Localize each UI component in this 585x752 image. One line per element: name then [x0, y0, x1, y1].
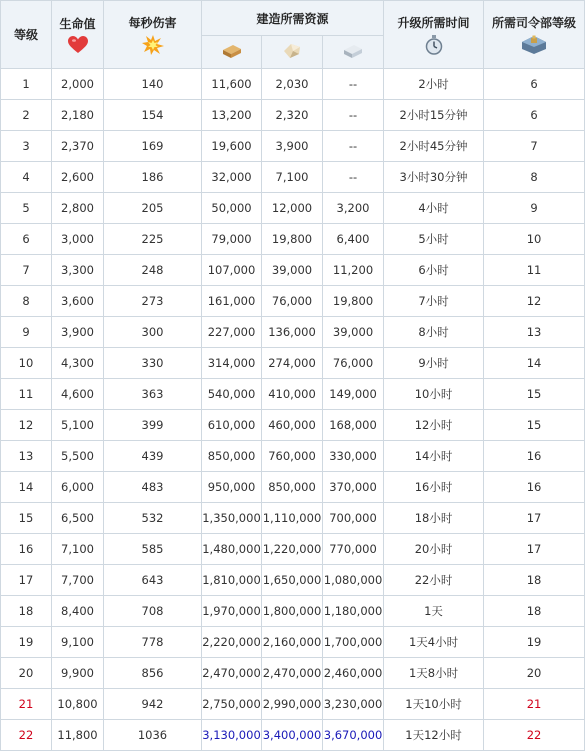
hq-level-header: 所需司令部等级 — [484, 1, 585, 69]
resource-1-cell: 19,600 — [202, 131, 262, 162]
resource-1-cell: 1,480,000 — [202, 534, 262, 565]
table-row — [1, 69, 585, 100]
hq-level-cell: 18 — [484, 565, 585, 596]
resource-3-cell: 2,460,000 — [323, 658, 384, 689]
hp-cell: 4,600 — [52, 379, 104, 410]
table-row — [1, 565, 585, 596]
upgrade-time-cell: 12小时 — [384, 410, 484, 441]
table-row — [1, 224, 585, 255]
resource-3-cell: 39,000 — [323, 317, 384, 348]
dps-cell: 778 — [104, 627, 202, 658]
resource-3-cell: 370,000 — [323, 472, 384, 503]
resource-3-cell: 1,080,000 — [323, 565, 384, 596]
upgrade-time-cell: 1天10小时 — [384, 689, 484, 720]
table-row — [1, 255, 585, 286]
upgrade-time-cell: 5小时 — [384, 224, 484, 255]
hp-cell: 11,800 — [52, 720, 104, 751]
resource-3-cell: 19,800 — [323, 286, 384, 317]
resource-2-header — [262, 36, 323, 69]
resource-1-cell: 1,350,000 — [202, 503, 262, 534]
dps-cell: 169 — [104, 131, 202, 162]
resource-2-cell: 1,110,000 — [262, 503, 323, 534]
resource-2-cell: 1,800,000 — [262, 596, 323, 627]
level-cell: 7 — [1, 255, 52, 286]
table-body — [1, 69, 585, 751]
resource-1-cell: 2,220,000 — [202, 627, 262, 658]
level-cell: 18 — [1, 596, 52, 627]
upgrade-time-cell: 7小时 — [384, 286, 484, 317]
headquarters-icon — [521, 35, 547, 55]
upgrade-time-header: 升级所需时间 — [384, 1, 484, 69]
hp-cell: 2,600 — [52, 162, 104, 193]
table-row — [1, 534, 585, 565]
upgrade-time-cell: 1天 — [384, 596, 484, 627]
table-row — [1, 441, 585, 472]
dps-cell: 856 — [104, 658, 202, 689]
resource-1-cell: 314,000 — [202, 348, 262, 379]
hp-cell: 10,800 — [52, 689, 104, 720]
resource-2-cell: 460,000 — [262, 410, 323, 441]
resource-2-cell: 2,990,000 — [262, 689, 323, 720]
level-cell: 9 — [1, 317, 52, 348]
resource-2-cell: 136,000 — [262, 317, 323, 348]
hp-cell: 9,900 — [52, 658, 104, 689]
resource-3-cell: 6,400 — [323, 224, 384, 255]
table-row — [1, 658, 585, 689]
level-cell: 21 — [1, 689, 52, 720]
hq-level-cell: 6 — [484, 69, 585, 100]
resource-2-cell: 2,030 — [262, 69, 323, 100]
hq-level-cell: 16 — [484, 472, 585, 503]
resource-1-cell: 2,470,000 — [202, 658, 262, 689]
table-row — [1, 131, 585, 162]
dps-cell: 1036 — [104, 720, 202, 751]
upgrade-time-cell: 1天8小时 — [384, 658, 484, 689]
hp-cell: 3,000 — [52, 224, 104, 255]
resource-2-cell: 19,800 — [262, 224, 323, 255]
dps-cell: 205 — [104, 193, 202, 224]
resource-1-cell: 50,000 — [202, 193, 262, 224]
hp-cell: 7,700 — [52, 565, 104, 596]
level-cell: 17 — [1, 565, 52, 596]
resource-1-cell: 1,810,000 — [202, 565, 262, 596]
upgrade-time-cell: 1天4小时 — [384, 627, 484, 658]
level-cell: 16 — [1, 534, 52, 565]
dps-cell: 942 — [104, 689, 202, 720]
resource-1-header — [202, 36, 262, 69]
upgrade-time-cell: 22小时 — [384, 565, 484, 596]
hq-level-cell: 13 — [484, 317, 585, 348]
header-row — [1, 1, 585, 36]
table-row — [1, 379, 585, 410]
resource-2-cell: 1,650,000 — [262, 565, 323, 596]
upgrade-time-cell: 20小时 — [384, 534, 484, 565]
upgrade-time-cell: 1天12小时 — [384, 720, 484, 751]
hq-level-cell: 10 — [484, 224, 585, 255]
hq-level-cell: 17 — [484, 503, 585, 534]
upgrade-time-cell: 2小时45分钟 — [384, 131, 484, 162]
dps-cell: 300 — [104, 317, 202, 348]
level-cell: 1 — [1, 69, 52, 100]
dps-cell: 330 — [104, 348, 202, 379]
resource-3-cell: 700,000 — [323, 503, 384, 534]
hq-level-cell: 14 — [484, 348, 585, 379]
hq-level-cell: 11 — [484, 255, 585, 286]
level-cell: 4 — [1, 162, 52, 193]
resource-1-cell: 850,000 — [202, 441, 262, 472]
table-row — [1, 627, 585, 658]
hp-cell: 4,300 — [52, 348, 104, 379]
table-row — [1, 472, 585, 503]
level-cell: 8 — [1, 286, 52, 317]
resource-2-cell: 7,100 — [262, 162, 323, 193]
upgrade-time-cell: 4小时 — [384, 193, 484, 224]
resource-2-cell: 12,000 — [262, 193, 323, 224]
upgrade-time-cell: 9小时 — [384, 348, 484, 379]
upgrade-time-cell: 8小时 — [384, 317, 484, 348]
resource-3-cell: 11,200 — [323, 255, 384, 286]
level-cell: 11 — [1, 379, 52, 410]
resource-1-cell: 107,000 — [202, 255, 262, 286]
table-row — [1, 689, 585, 720]
hp-cell: 6,500 — [52, 503, 104, 534]
resource-3-cell: 1,180,000 — [323, 596, 384, 627]
dps-cell: 585 — [104, 534, 202, 565]
level-cell: 14 — [1, 472, 52, 503]
level-cell: 22 — [1, 720, 52, 751]
dps-cell: 439 — [104, 441, 202, 472]
hp-cell: 2,800 — [52, 193, 104, 224]
resource-2-cell: 76,000 — [262, 286, 323, 317]
iron-icon — [342, 42, 364, 60]
dps-cell: 154 — [104, 100, 202, 131]
resource-3-cell: 1,700,000 — [323, 627, 384, 658]
table-row — [1, 317, 585, 348]
level-cell: 3 — [1, 131, 52, 162]
resource-3-cell: 76,000 — [323, 348, 384, 379]
table-row — [1, 100, 585, 131]
resource-1-cell: 227,000 — [202, 317, 262, 348]
hq-level-cell: 16 — [484, 441, 585, 472]
resource-3-cell: 168,000 — [323, 410, 384, 441]
resource-2-cell: 410,000 — [262, 379, 323, 410]
hq-level-cell: 8 — [484, 162, 585, 193]
resource-1-cell: 540,000 — [202, 379, 262, 410]
resource-3-cell: 770,000 — [323, 534, 384, 565]
hp-cell: 6,000 — [52, 472, 104, 503]
table-row — [1, 503, 585, 534]
dps-header: 每秒伤害 — [104, 1, 202, 69]
table-row — [1, 348, 585, 379]
level-header: 等级 — [1, 1, 52, 69]
level-cell: 10 — [1, 348, 52, 379]
resource-1-cell: 32,000 — [202, 162, 262, 193]
explosion-icon — [142, 35, 164, 55]
resource-3-cell: 149,000 — [323, 379, 384, 410]
hq-level-cell: 22 — [484, 720, 585, 751]
hp-cell: 5,100 — [52, 410, 104, 441]
level-cell: 20 — [1, 658, 52, 689]
level-cell: 19 — [1, 627, 52, 658]
dps-cell: 225 — [104, 224, 202, 255]
resource-2-cell: 760,000 — [262, 441, 323, 472]
upgrade-time-cell: 16小时 — [384, 472, 484, 503]
hq-level-cell: 18 — [484, 596, 585, 627]
hp-cell: 2,370 — [52, 131, 104, 162]
resource-1-cell: 79,000 — [202, 224, 262, 255]
resource-2-cell: 1,220,000 — [262, 534, 323, 565]
level-cell: 6 — [1, 224, 52, 255]
resource-2-cell: 3,400,000 — [262, 720, 323, 751]
level-cell: 5 — [1, 193, 52, 224]
upgrade-time-cell: 2小时15分钟 — [384, 100, 484, 131]
hq-level-cell: 6 — [484, 100, 585, 131]
table-row — [1, 596, 585, 627]
upgrade-time-cell: 18小时 — [384, 503, 484, 534]
resource-1-cell: 1,970,000 — [202, 596, 262, 627]
resource-1-cell: 13,200 — [202, 100, 262, 131]
table-row — [1, 193, 585, 224]
resource-3-cell: 330,000 — [323, 441, 384, 472]
dps-cell: 399 — [104, 410, 202, 441]
hp-cell: 9,100 — [52, 627, 104, 658]
resource-2-cell: 274,000 — [262, 348, 323, 379]
hq-level-cell: 7 — [484, 131, 585, 162]
hp-header: 生命值 — [52, 1, 104, 69]
hp-cell: 3,900 — [52, 317, 104, 348]
upgrade-time-cell: 3小时30分钟 — [384, 162, 484, 193]
level-cell: 12 — [1, 410, 52, 441]
hq-level-cell: 17 — [484, 534, 585, 565]
resource-2-cell: 2,470,000 — [262, 658, 323, 689]
resource-3-cell: -- — [323, 162, 384, 193]
resource-3-header — [323, 36, 384, 69]
table-row — [1, 410, 585, 441]
dps-cell: 273 — [104, 286, 202, 317]
hq-level-cell: 15 — [484, 410, 585, 441]
dps-cell: 248 — [104, 255, 202, 286]
resource-2-cell: 3,900 — [262, 131, 323, 162]
resources-header: 建造所需资源 — [202, 1, 384, 36]
stopwatch-icon — [425, 35, 443, 55]
wood-icon — [221, 42, 243, 60]
hp-cell: 2,000 — [52, 69, 104, 100]
hq-level-cell: 19 — [484, 627, 585, 658]
resource-2-cell: 850,000 — [262, 472, 323, 503]
hq-level-cell: 21 — [484, 689, 585, 720]
resource-1-cell: 161,000 — [202, 286, 262, 317]
upgrade-time-cell: 6小时 — [384, 255, 484, 286]
stone-icon — [281, 42, 303, 60]
resource-1-cell: 3,130,000 — [202, 720, 262, 751]
table-row — [1, 162, 585, 193]
resource-3-cell: -- — [323, 69, 384, 100]
level-cell: 2 — [1, 100, 52, 131]
hp-cell: 8,400 — [52, 596, 104, 627]
resource-1-cell: 11,600 — [202, 69, 262, 100]
table-row — [1, 286, 585, 317]
resource-2-cell: 2,320 — [262, 100, 323, 131]
dps-cell: 708 — [104, 596, 202, 627]
resource-1-cell: 2,750,000 — [202, 689, 262, 720]
resource-3-cell: -- — [323, 100, 384, 131]
upgrade-time-cell: 14小时 — [384, 441, 484, 472]
resource-3-cell: -- — [323, 131, 384, 162]
resource-1-cell: 950,000 — [202, 472, 262, 503]
resource-1-cell: 610,000 — [202, 410, 262, 441]
table-row — [1, 720, 585, 751]
level-cell: 13 — [1, 441, 52, 472]
dps-cell: 643 — [104, 565, 202, 596]
dps-cell: 483 — [104, 472, 202, 503]
level-cell: 15 — [1, 503, 52, 534]
resource-2-cell: 2,160,000 — [262, 627, 323, 658]
hq-level-cell: 20 — [484, 658, 585, 689]
hq-level-cell: 9 — [484, 193, 585, 224]
hp-cell: 2,180 — [52, 100, 104, 131]
hq-level-cell: 15 — [484, 379, 585, 410]
hp-cell: 7,100 — [52, 534, 104, 565]
dps-cell: 532 — [104, 503, 202, 534]
resource-3-cell: 3,200 — [323, 193, 384, 224]
dps-cell: 140 — [104, 69, 202, 100]
hp-cell: 5,500 — [52, 441, 104, 472]
resource-3-cell: 3,230,000 — [323, 689, 384, 720]
hp-cell: 3,300 — [52, 255, 104, 286]
resource-2-cell: 39,000 — [262, 255, 323, 286]
hq-level-cell: 12 — [484, 286, 585, 317]
upgrade-time-cell: 10小时 — [384, 379, 484, 410]
upgrade-time-cell: 2小时 — [384, 69, 484, 100]
hp-cell: 3,600 — [52, 286, 104, 317]
heart-icon — [68, 36, 88, 54]
dps-cell: 363 — [104, 379, 202, 410]
resource-3-cell: 3,670,000 — [323, 720, 384, 751]
dps-cell: 186 — [104, 162, 202, 193]
